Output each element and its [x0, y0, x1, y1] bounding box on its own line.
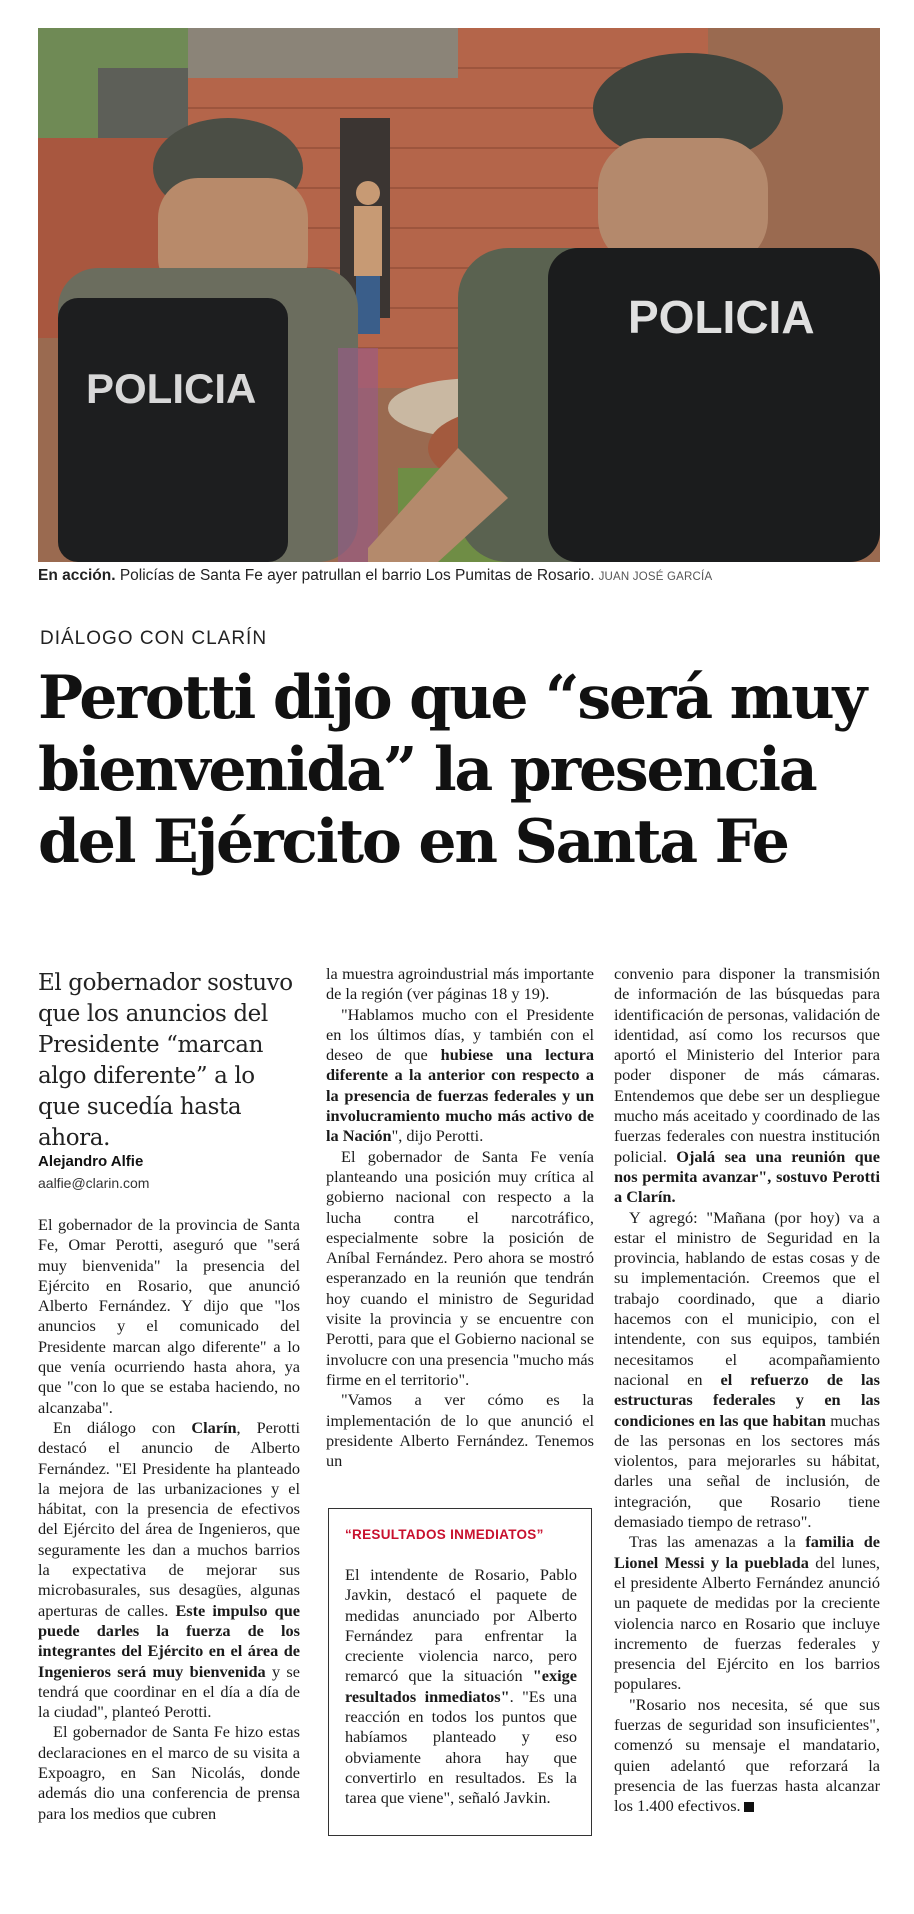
paragraph — [614, 1208, 880, 1533]
vest-label-right: POLICIA — [628, 291, 815, 343]
bold-run: Este impulso que puede darles la fuerza de los integrantes del Ejército en el área de Ingenieros será muy bienvenida — [38, 1600, 300, 1681]
summary: El gobernador sostuvo que los anuncios del Presidente “marcan algo diferente” a lo que sucedía hasta ahora. — [38, 970, 293, 1151]
section-kicker: DIÁLOGO CON CLARÍN — [40, 628, 268, 649]
text-run: muchas de las personas en los sectores más violentos, para mejorarles su hábitat, darles una señal de inclusión, de integración, que Rosario tiene demasiado tiempo de retraso". — [614, 1410, 880, 1532]
text-run: "Hablamos mucho con el Presidente en los últimos días, y también con el deseo de que — [326, 1004, 594, 1065]
article-column-1 — [38, 1215, 300, 1824]
paragraph — [614, 1532, 880, 1694]
text-run: , Perotti destacó el anuncio de Alberto Fernández. "El Presidente ha planteado la mejora de las urbanizaciones y el hábitat, con la presencia de efectivos del Ejército del área de Ingenieros, que seguramente les dan a muchos barrios la expectativa de mejorar sus microbasurales, sus desagües, algunas aperturas de calles. — [38, 1417, 300, 1620]
paragraph: El gobernador de la provincia de Santa Fe, Omar Perotti, aseguró que "será muy bienvenida" la presencia del Ejército en Rosario, que anunció Alberto Fernández. Y dijo que "los anuncios y el comunicado del Presidente marcan algo diferente" a lo que venía ocurriendo hasta ahora, ya que "con lo que se estaba haciendo, no alcanzaba". — [38, 1215, 300, 1417]
bold-run: "exige resultados inmediatos" — [345, 1666, 577, 1706]
text-run: y se tendrá que coordinar en el día a día de la ciudad", planteó Perotti. — [38, 1661, 300, 1722]
caption-lead: En acción. — [38, 567, 116, 584]
paragraph: "Vamos a ver cómo es la implementación de lo que anunció el presidente Alberto Fernández. Tenemos un — [326, 1390, 594, 1471]
bold-run: hubiese una lectura diferente a la anterior con respecto a la presencia de fuerzas federales y un involucramiento mucho más activo de la Nación — [326, 1045, 594, 1146]
bold-run: el refuerzo de las estructuras federales y en las condiciones en las que habitan — [614, 1369, 880, 1430]
text-run: del lunes, el presidente Alberto Fernández anunció un paquete de medidas por la creciente violencia narco en Rosario que incluye incremento de fuerzas federales y presencia del Ejército en los barrios populares. — [614, 1552, 880, 1694]
paragraph — [38, 1418, 300, 1722]
photo-caption — [38, 567, 880, 585]
bold-run: Ojalá sea una reunión que nos permita avanzar", sostuvo Perotti a Clarín. — [614, 1146, 881, 1207]
sidebar-box-title: “RESULTADOS INMEDIATOS” — [345, 1527, 544, 1542]
end-of-article-mark — [744, 1802, 754, 1812]
text-run: convenio para disponer la transmisión de información de las búsquedas para identificación de personas, validación de identidad, así como los recursos que aportó el Ministerio del Interior para poder disponer de más cámaras. Entendemos que debe ser un despliegue mucho más aceitado y coordinado de las fuerzas federales con nuestra institución policial. — [614, 964, 880, 1166]
paragraph — [614, 964, 880, 1208]
bold-run: familia de Lionel Messi y la pueblada — [614, 1532, 881, 1572]
sidebar-box — [328, 1508, 592, 1836]
photo-credit: JUAN JOSÉ GARCÍA — [598, 571, 713, 583]
vest-label-left: POLICIA — [86, 365, 257, 412]
news-photo — [38, 28, 880, 562]
article-column-2 — [326, 964, 594, 1471]
text-run: Tras las amenazas a la — [629, 1532, 806, 1552]
text-run: "Rosario nos necesita, sé que sus fuerzas de seguridad son insuficientes", comenzó su mensaje el mandatario, quien adelantó que reforzará la presencia de las fuerzas hasta alcanzar los 1.400 efectivos. — [614, 1694, 880, 1816]
text-run: Y agregó: "Mañana (por hoy) va a estar el ministro de Seguridad en la provincia, hablando de estas cosas y de su implementación. Creemos que el trabajo coordinado, que a diario hacemos con el municipio, con el intendente, con sus equipos, también necesitamos el acompañamiento nacional en — [614, 1207, 880, 1389]
paragraph: la muestra agroindustrial más importante de la región (ver páginas 18 y 19). — [326, 964, 594, 1004]
author-name: Alejandro Alfie — [38, 1153, 144, 1170]
photo-illustration — [38, 28, 880, 562]
headline: Perotti dijo que “será muy bienvenida” la presencia del Ejército en Santa Fe — [38, 663, 866, 877]
caption-text: Policías de Santa Fe ayer patrullan el barrio Los Pumitas de Rosario. — [115, 567, 595, 584]
author-email: aalfie@clarin.com — [38, 1175, 150, 1191]
article-column-3 — [614, 964, 880, 1816]
bold-run: Clarín — [191, 1417, 237, 1437]
text-run: ", dijo Perotti. — [391, 1126, 484, 1146]
text-run: El intendente de Rosario, Pablo Javkin, destacó el paquete de medidas anunciado por Alberto Fernández para enfrentar la creciente violencia narco, pero remarcó que la situación — [345, 1565, 577, 1686]
sidebar-box-body — [345, 1565, 577, 1809]
paragraph: El gobernador de Santa Fe venía planteando una posición muy crítica al gobierno nacional con respecto a la lucha contra el narcotráfico, especialmente sobre la posición de Aníbal Fernández. Pero ahora se mostró esperanzado en la reunión que tendrán hoy cuando el ministro de Seguridad visite la provincia y se encuentre con Perotti, para que el Gobierno nacional se involucre con una presencia "mucho más firme en el territorio". — [326, 1146, 594, 1389]
text-run: . "Es una reacción en todos los puntos que habíamos planteado y eso obviamente ahora hay que convertirlo en resultados. Es la tarea que viene", señaló Javkin. — [345, 1686, 577, 1808]
text-run: En diálogo con — [53, 1417, 192, 1437]
paragraph — [614, 1695, 880, 1817]
paragraph: El gobernador de Santa Fe hizo estas declaraciones en el marco de su visita a Expoagro, en San Nicolás, donde además dio una conferencia de prensa para los medios que cubren — [38, 1722, 300, 1823]
paragraph — [326, 1005, 594, 1147]
